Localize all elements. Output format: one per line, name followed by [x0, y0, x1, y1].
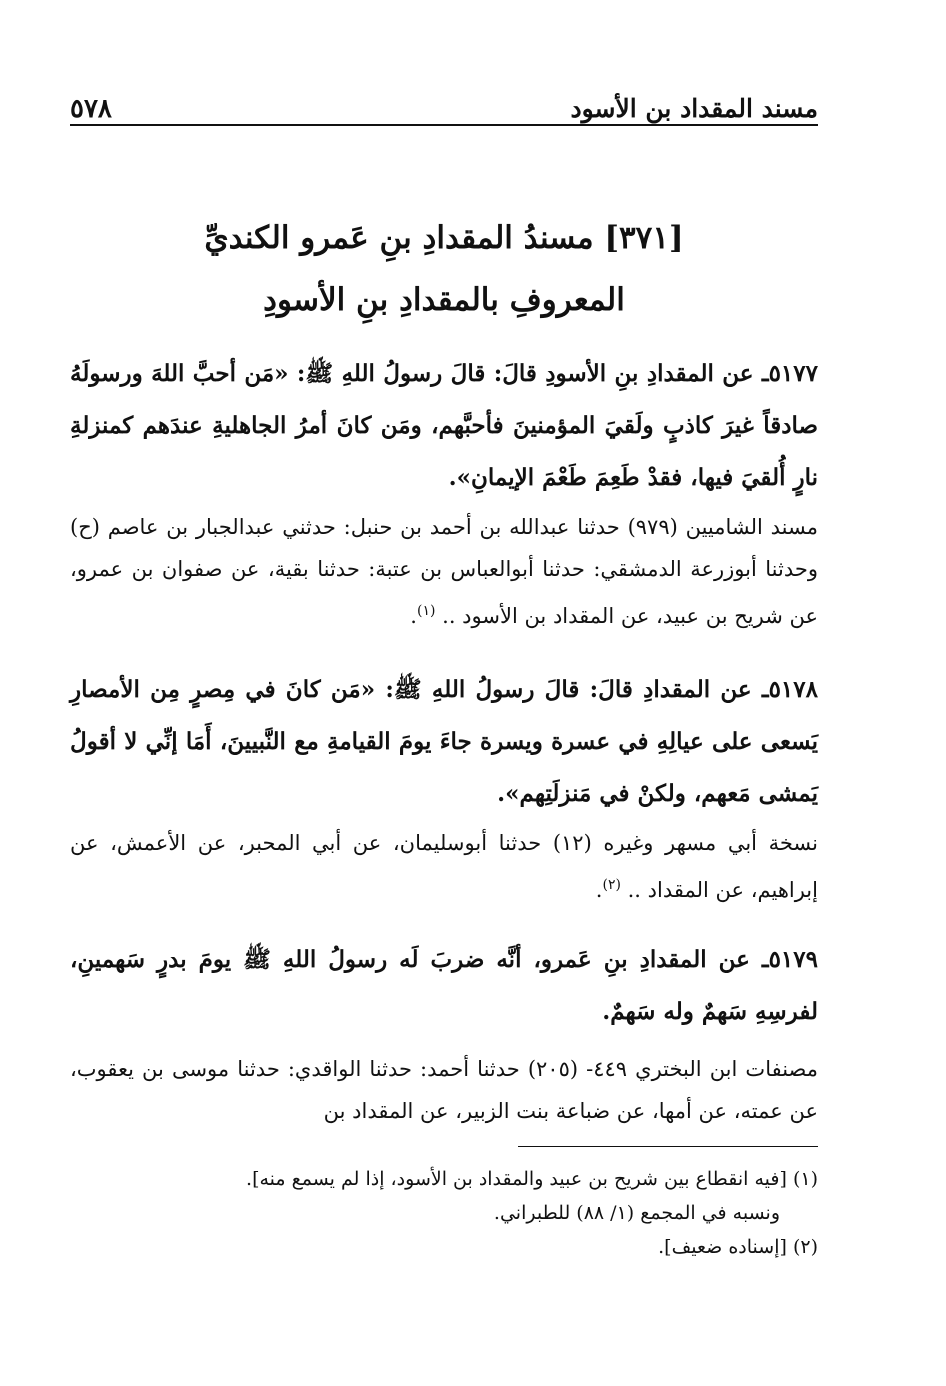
footnote-text: [فيه انقطاع بين شريح بن عبيد والمقداد بن الأسود، إذا لم يسمع منه]. [246, 1168, 787, 1190]
page-number: ٥٧٨ [70, 94, 112, 124]
header-divider [70, 124, 818, 126]
footnote-ref: (٢) [602, 877, 621, 893]
section-subtitle: المعروفِ بالمقدادِ بنِ الأسودِ [263, 282, 625, 318]
footnote-divider [518, 1146, 818, 1147]
hadith-5177: ٥١٧٧ـ عن المقدادِ بنِ الأسودِ قالَ: قالَ رسولُ اللهِ ﷺ: «مَن أحبَّ اللهَ ورسولَهُ صادقاً غيرَ كاذبٍ ولَقيَ المؤمنينَ فأحبَّهم، ومَن كانَ أمرُ الجاهليةِ عندَهم كمنزلةِ نارٍ أُلقيَ فيها، فقدْ طَعِمَ طَعْمَ الإيمانِ». [70, 360, 818, 491]
footnote-2 [70, 1230, 818, 1264]
isnad-text: نسخة أبي مسهر وغيره (١٢) حدثنا أبوسليمان، عن أبي المحبر، عن الأعمش، عن إبراهيم، عن المقداد .. [70, 831, 818, 902]
section-title: [٣٧١] مسندُ المقدادِ بنِ عَمرو الكنديِّ [204, 220, 684, 256]
isnad-text: مسند الشاميين (٩٧٩) حدثنا عبدالله بن أحمد بن حنبل: حدثني عبدالجبار بن عاصم (ح) وحدثنا أبوزرعة الدمشقي: حدثنا أبوالعباس بن عتبة: حدثنا بقية، عن صفوان بن عمرو، عن شريح بن عبيد، عن المقداد بن الأسود .. [70, 515, 818, 628]
isnad-5178: نسخة أبي مسهر وغيره (١٢) حدثنا أبوسليمان، عن أبي المحبر، عن الأعمش، عن إبراهيم، عن المقداد .. $^{(٢)}$. [70, 831, 818, 902]
page-header [70, 84, 818, 124]
footnote-number: (١) [792, 1168, 818, 1190]
footnote-text: [إسناده ضعيف]. [658, 1236, 787, 1258]
footnotes [70, 1162, 818, 1264]
footnote-number: (٢) [792, 1236, 818, 1258]
isnad-5177: مسند الشاميين (٩٧٩) حدثنا عبدالله بن أحمد بن حنبل: حدثني عبدالجبار بن عاصم (ح) وحدثنا أبوزرعة الدمشقي: حدثنا أبوالعباس بن عتبة: حدثنا بقية، عن صفوان بن عمرو، عن شريح بن عبيد، عن المقداد بن الأسود .. $^{(١)}$. [70, 515, 818, 628]
footnote-ref: (١) [416, 603, 436, 619]
hadith-5178: ٥١٧٨ـ عن المقدادِ قالَ: قالَ رسولُ اللهِ ﷺ: «مَن كانَ في مِصرٍ مِن الأمصارِ يَسعى على عيالِهِ في عسرة ويسرة جاءَ يومَ القيامةِ مع النَّبيينَ، أَمَا إنِّي لا أقولُ يَمشى مَعهم، ولكنْ في مَنزلَتِهم». [70, 676, 818, 807]
running-title: مسند المقداد بن الأسود [570, 94, 818, 123]
footnote-1-continued: ونسبه في المجمع (١/ ٨٨) للطبراني. [493, 1202, 780, 1224]
isnad-5179: مصنفات ابن البختري ٤٤٩- (٢٠٥) حدثنا أحمد: حدثنا الواقدي: حدثنا موسى بن يعقوب، عن عمته، عن أمها، عن ضباعة بنت الزبير، عن المقداد بن [70, 1057, 819, 1123]
hadith-5179: ٥١٧٩ـ عن المقدادِ بنِ عَمرو، أنَّه ضربَ لَه رسولُ اللهِ ﷺ يومَ بدرٍ سَهمينِ، لفرسِهِ سَهمٌ وله سَهمٌ. [70, 946, 818, 1025]
footnote-1 [70, 1162, 818, 1196]
